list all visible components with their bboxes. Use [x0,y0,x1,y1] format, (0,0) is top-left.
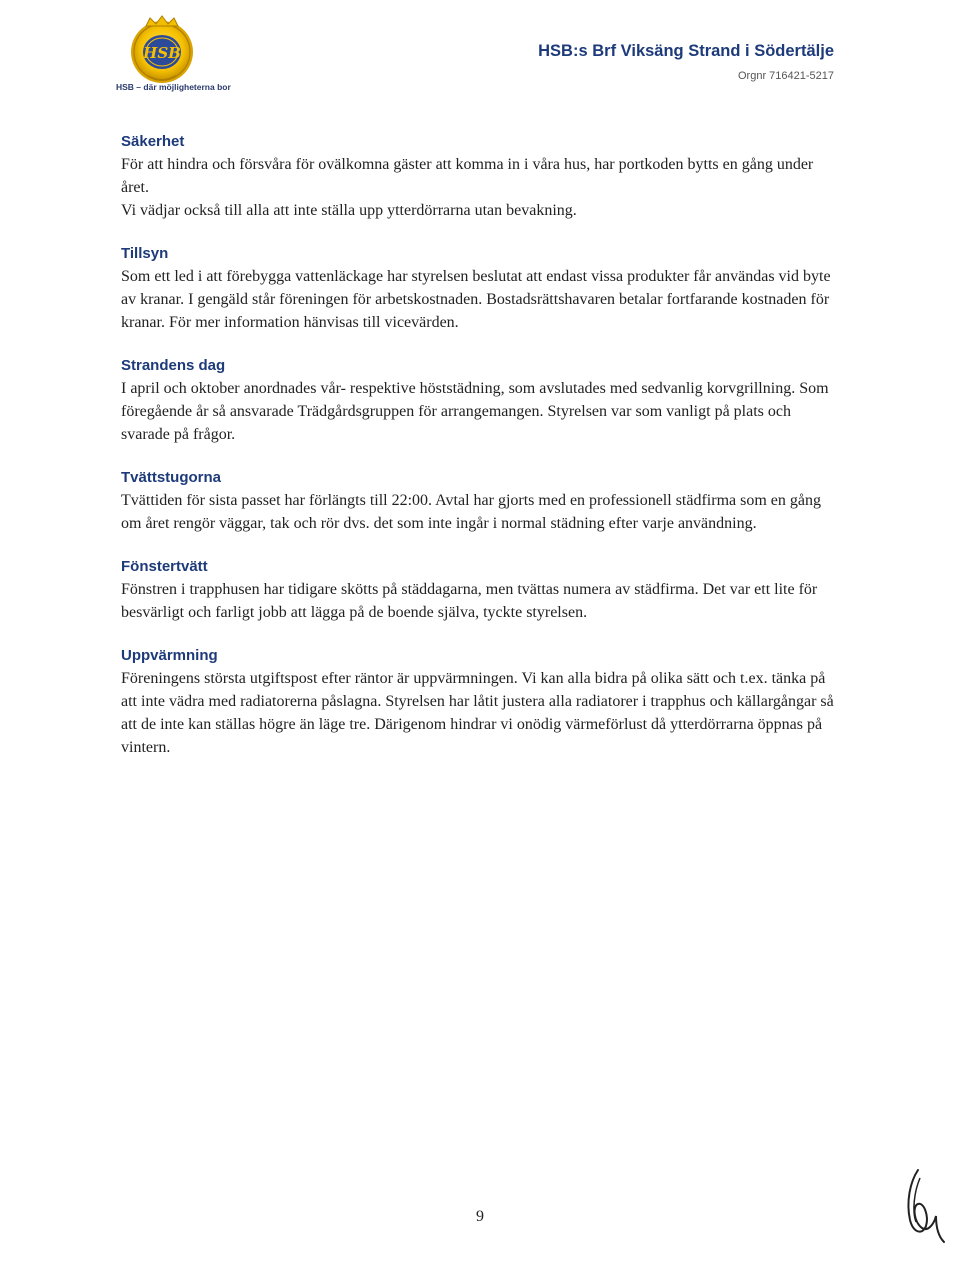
section-sakerhet [121,131,841,222]
organization-number: Orgnr 716421-5217 [737,70,834,82]
document-body [121,131,841,780]
page-number: 9 [476,1208,484,1225]
section-paragraph: Fönstren i trapphusen har tidigare skötts på städdagarna, men tvättas numera av städfirma. Det var ett lite för besvärligt och farligt jobb att lägga på de boende själva, tyckte styrelsen. [121,581,818,621]
logo-monogram: HSB [143,44,181,62]
section-heading: Säkerhet [121,133,185,150]
logo-tagline: HSB – där möjligheterna bor [116,82,231,92]
section-heading: Uppvärmning [121,647,218,664]
section-uppvarmning [121,645,841,759]
section-heading: Tillsyn [121,245,169,262]
section-fonstertvatt [121,556,841,624]
section-tillsyn [121,243,841,334]
section-tvattstugorna [121,467,841,535]
section-heading: Fönstertvätt [121,558,208,575]
section-heading: Tvättstugorna [121,469,222,486]
section-paragraph: För att hindra och försvåra för ovälkomna gäster att komma in i våra hus, har portkoden bytts en gång under året. [121,156,814,196]
section-heading: Strandens dag [121,357,226,374]
section-paragraph: Som ett led i att förebygga vattenläckage har styrelsen beslutat att endast vissa produkter får användas vid byte av kranar. I gengäld står föreningen för arbetskostnaden. Bostadsrättshavaren betalar fortfarande kostnaden för kranar. För mer information hänvisas till vicevärden. [121,268,831,331]
section-paragraph: Föreningens största utgiftspost efter räntor är uppvärmningen. Vi kan alla bidra på olika sätt och t.ex. tänka på att inte vädra med radiatorerna påslagna. Styrelsen har låtit justera alla radiatorer i trapphus och källargångar så att de inte kan ställas högre än läge tre. Därigenom hindrar vi onödig värmeförlust då ytterdörrarna öppnas på vintern. [121,670,834,756]
organization-name: HSB:s Brf Viksäng Strand i Södertälje [538,42,834,60]
handwritten-signature [896,1162,950,1252]
section-paragraph: Tvättiden för sista passet har förlängts till 22:00. Avtal har gjorts med en professionell städfirma som en gång om året rengör väggar, tak och rör dvs. det som inte ingår i normal städning efter varje användning. [121,492,821,532]
section-strandens-dag [121,355,841,446]
section-paragraph: Vi vädjar också till alla att inte ställa upp ytterdörrarna utan bevakning. [121,202,577,219]
section-paragraph: I april och oktober anordnades vår- respektive höststädning, som avslutades med sedvanlig korvgrillning. Som föregående år så ansvarade Trädgårdsgruppen för arrangemangen. Styrelsen var som vanligt på plats och svarade på frågor. [121,380,829,443]
